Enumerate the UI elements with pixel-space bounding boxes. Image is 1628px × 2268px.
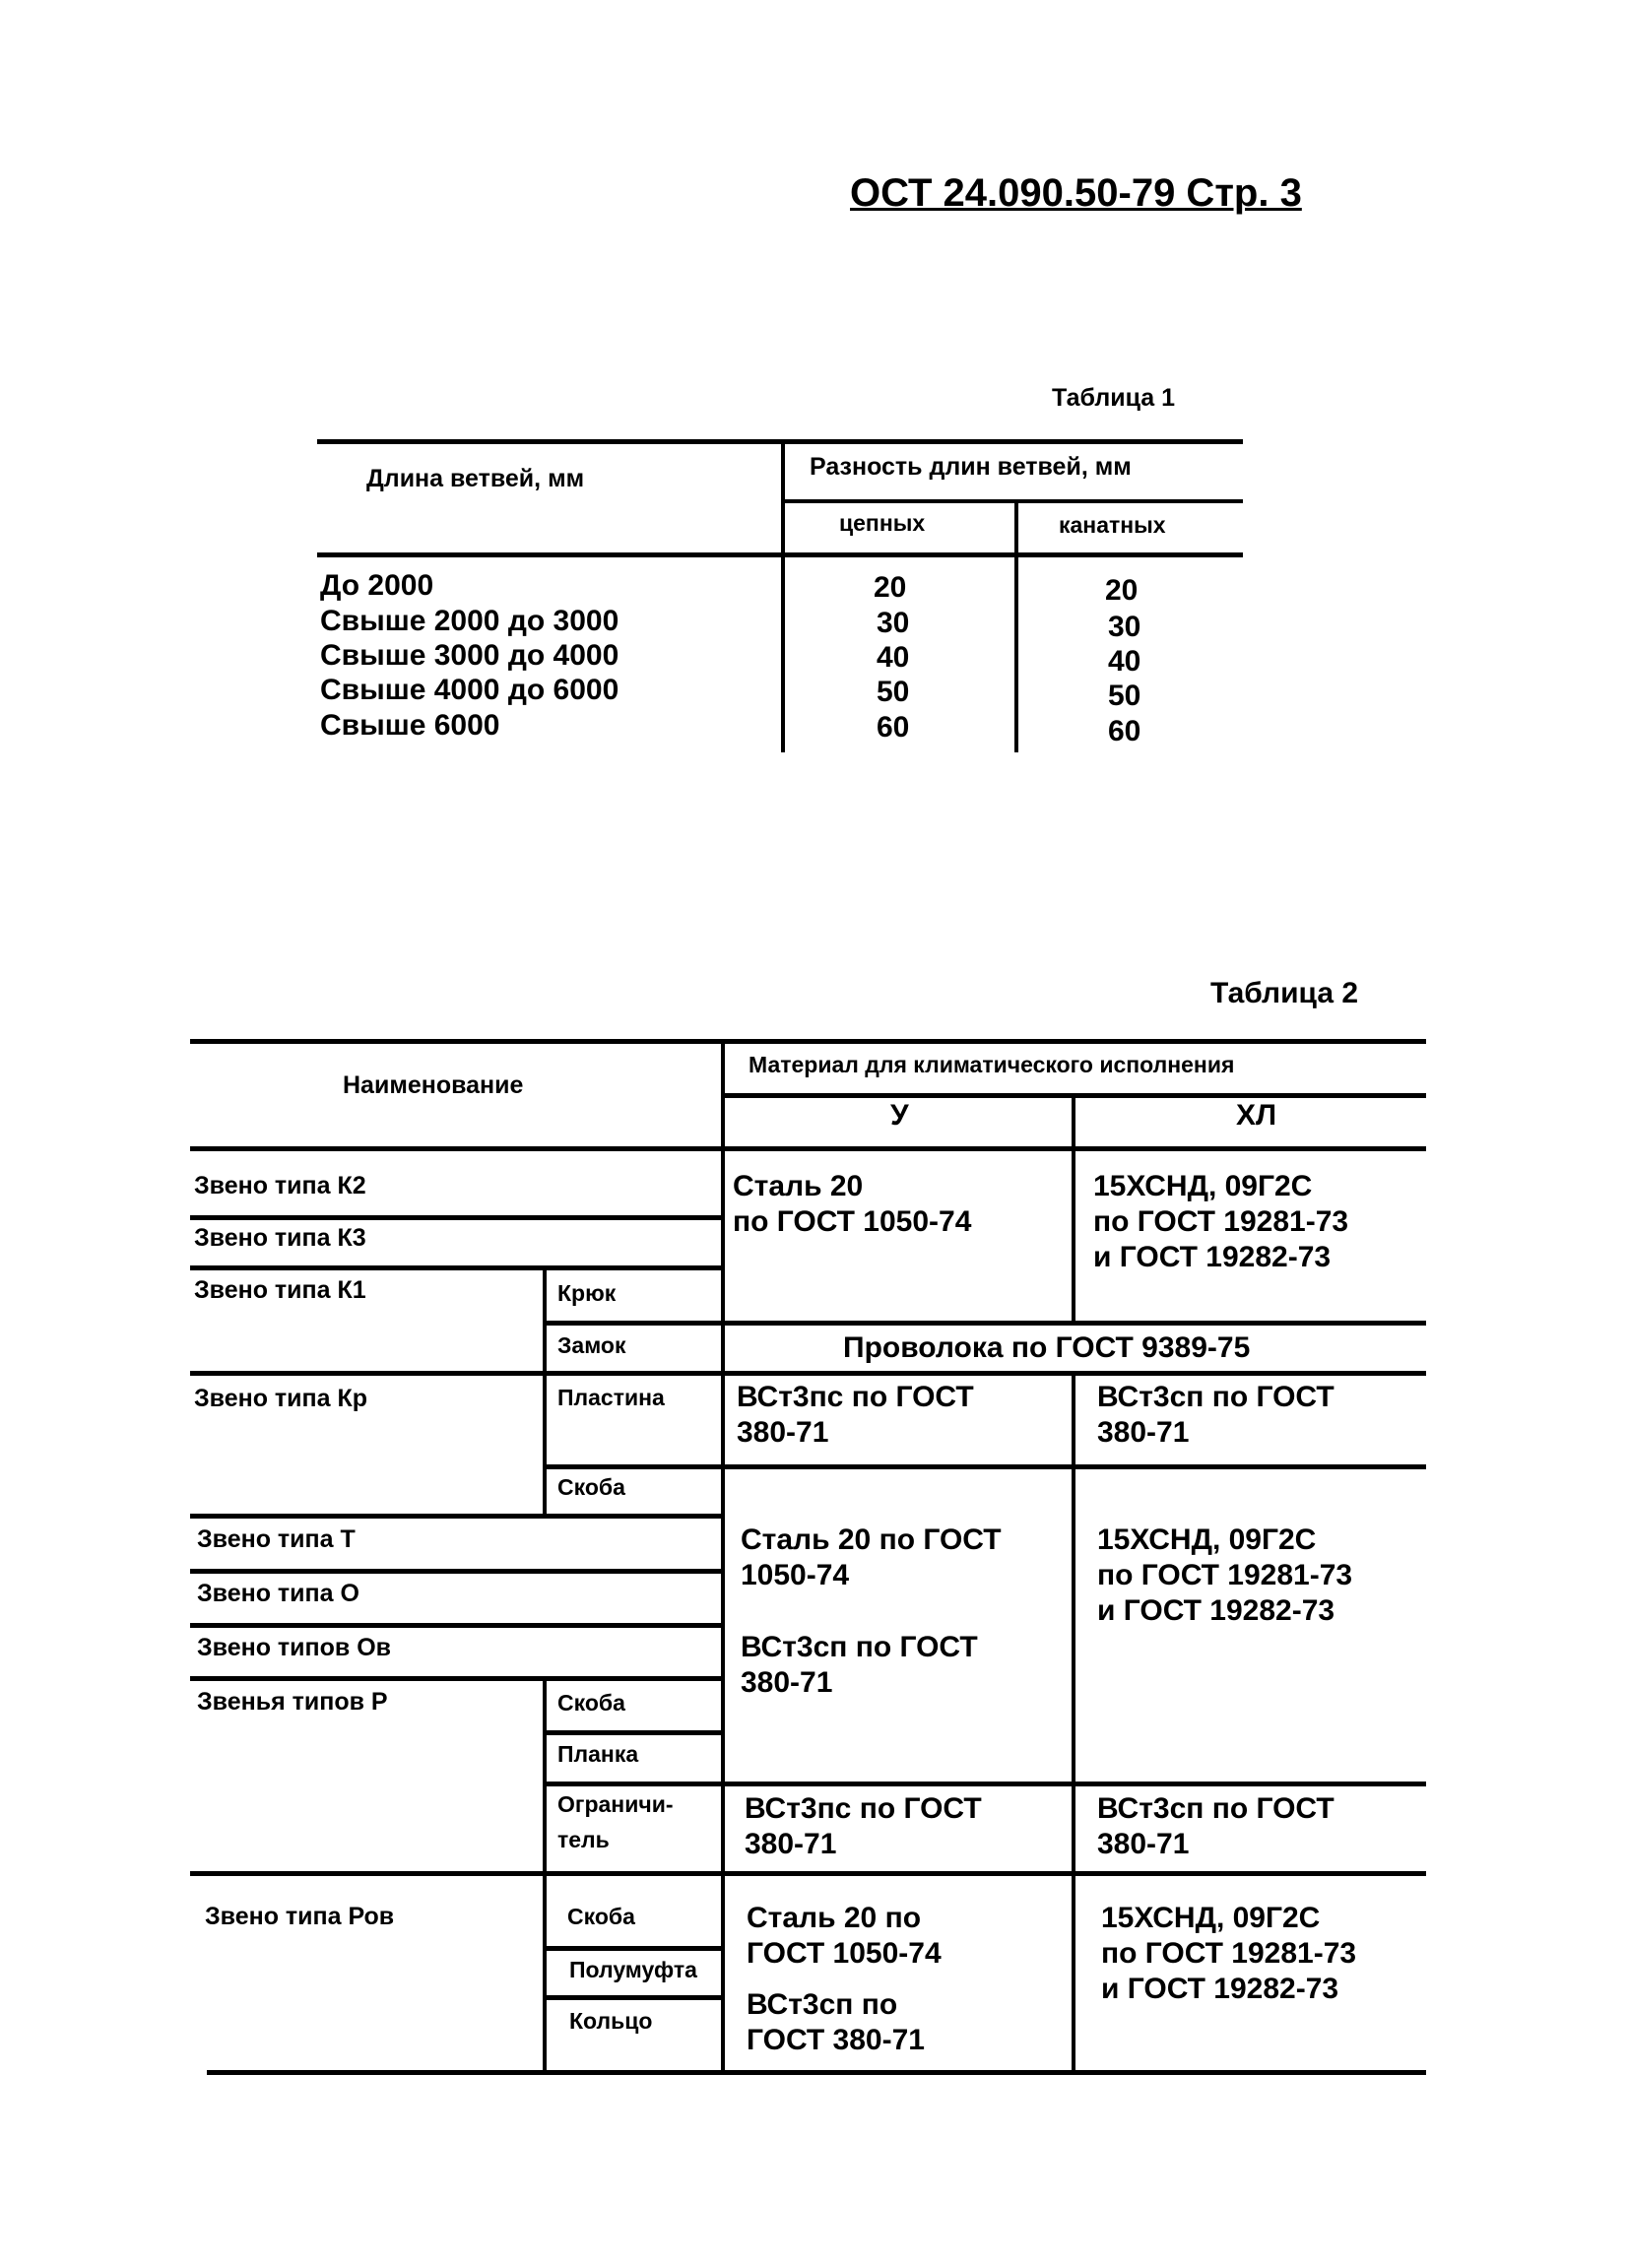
part-cell: Кольцо — [569, 2008, 653, 2034]
table-rule — [190, 1569, 723, 1574]
part-cell: Скоба — [567, 1904, 635, 1929]
table-rule — [721, 1039, 725, 2075]
name-cell: Звено типа Кр — [194, 1385, 368, 1412]
material-hl-cell: ВСт3сп по ГОСТ 380-71 — [1097, 1381, 1335, 1449]
table-rule — [545, 1782, 1426, 1786]
table-rule — [1072, 1093, 1075, 1323]
name-cell: Звено типа К3 — [194, 1224, 366, 1252]
material-hl-cell: 15ХСНД, 09Г2С по ГОСТ 19281-73 и ГОСТ 19282-73 — [1101, 1902, 1357, 2005]
header-rope: канатных — [1059, 512, 1166, 538]
header-u: У — [890, 1099, 909, 1132]
table-rule — [545, 1321, 1426, 1326]
length-cell: Свыше 6000 — [320, 709, 500, 742]
chain-cell: 30 — [877, 607, 910, 639]
material-span-cell: Проволока по ГОСТ 9389-75 — [843, 1331, 1251, 1364]
rope-cell: 50 — [1108, 680, 1141, 712]
material-u-cell: Сталь 20 по ГОСТ 1050-74 — [733, 1170, 972, 1238]
table-rule — [543, 1676, 547, 2075]
part-cell: Ограничи- тель — [557, 1791, 674, 1852]
table-rule — [190, 1039, 1426, 1044]
rope-cell: 60 — [1108, 715, 1141, 747]
table-rule — [207, 2070, 1426, 2075]
name-cell: Звено типа О — [197, 1580, 359, 1607]
table-rule — [1014, 501, 1018, 752]
material-u-cell: Сталь 20 по ГОСТ 1050-74 — [741, 1523, 1002, 1591]
chain-cell: 40 — [877, 641, 910, 674]
chain-cell: 20 — [874, 571, 907, 604]
material-u-cell: ВСт3пс по ГОСТ 380-71 — [737, 1381, 974, 1449]
table-rule — [317, 552, 1243, 557]
table-rule — [190, 1676, 723, 1681]
part-cell: Полумуфта — [569, 1957, 697, 1982]
table-rule — [190, 1623, 723, 1628]
name-cell: Звено типа К2 — [194, 1172, 366, 1199]
table-rule — [782, 499, 1243, 503]
part-cell: Крюк — [557, 1280, 617, 1306]
table-rule — [545, 1730, 723, 1735]
length-cell: До 2000 — [320, 569, 434, 602]
part-cell: Скоба — [557, 1474, 625, 1500]
header-difference: Разность длин ветвей, мм — [810, 453, 1132, 481]
material-u-cell: ВСт3сп по ГОСТ 380-71 — [741, 1631, 978, 1699]
part-cell: Скоба — [557, 1690, 625, 1716]
length-cell: Свыше 2000 до 3000 — [320, 605, 619, 637]
header-name: Наименование — [343, 1071, 524, 1099]
table-2-caption: Таблица 2 — [1210, 977, 1359, 1009]
table-rule — [1072, 1371, 1075, 2075]
name-cell: Звено типа Ров — [205, 1903, 395, 1930]
material-hl-cell: 15ХСНД, 09Г2С по ГОСТ 19281-73 и ГОСТ 19282-73 — [1097, 1523, 1353, 1627]
length-cell: Свыше 4000 до 6000 — [320, 674, 619, 706]
part-cell: Планка — [557, 1741, 639, 1767]
name-cell: Звено типов Ов — [197, 1634, 392, 1661]
material-u-cell: ВСт3пс по ГОСТ 380-71 — [745, 1792, 982, 1860]
table-rule — [543, 1265, 547, 1516]
name-cell: Звено типа К1 — [194, 1276, 366, 1304]
table-1-caption: Таблица 1 — [1052, 384, 1176, 412]
table-rule — [190, 1514, 723, 1519]
table-rule — [190, 1871, 1426, 1876]
table-rule — [545, 1995, 723, 2000]
chain-cell: 50 — [877, 676, 910, 708]
table-rule — [781, 439, 785, 752]
table-rule — [545, 1946, 723, 1951]
table-rule — [317, 439, 1243, 444]
table-rule — [190, 1371, 1426, 1376]
table-rule — [190, 1215, 723, 1220]
header-material: Материал для климатического исполнения — [749, 1052, 1235, 1077]
name-cell: Звенья типов Р — [197, 1688, 388, 1716]
material-hl-cell: 15ХСНД, 09Г2С по ГОСТ 19281-73 и ГОСТ 19282-73 — [1093, 1170, 1349, 1273]
document-code-header: ОСТ 24.090.50-79 Стр. 3 — [850, 171, 1302, 215]
rope-cell: 20 — [1105, 574, 1139, 607]
material-u-cell: Сталь 20 по ГОСТ 1050-74 — [747, 1902, 942, 1970]
rope-cell: 30 — [1108, 611, 1141, 643]
table-rule — [545, 1464, 1426, 1469]
header-hl: ХЛ — [1236, 1099, 1277, 1132]
length-cell: Свыше 3000 до 4000 — [320, 639, 619, 672]
table-rule — [190, 1146, 1426, 1151]
chain-cell: 60 — [877, 711, 910, 744]
material-u-cell: ВСт3сп по ГОСТ 380-71 — [747, 1988, 925, 2056]
table-rule — [190, 1265, 723, 1270]
rope-cell: 40 — [1108, 645, 1141, 678]
header-chain: цепных — [839, 510, 926, 536]
material-hl-cell: ВСт3сп по ГОСТ 380-71 — [1097, 1792, 1335, 1860]
part-cell: Пластина — [557, 1385, 665, 1410]
header-length: Длина ветвей, мм — [366, 465, 585, 492]
name-cell: Звено типа Т — [197, 1525, 356, 1553]
part-cell: Замок — [557, 1332, 626, 1358]
